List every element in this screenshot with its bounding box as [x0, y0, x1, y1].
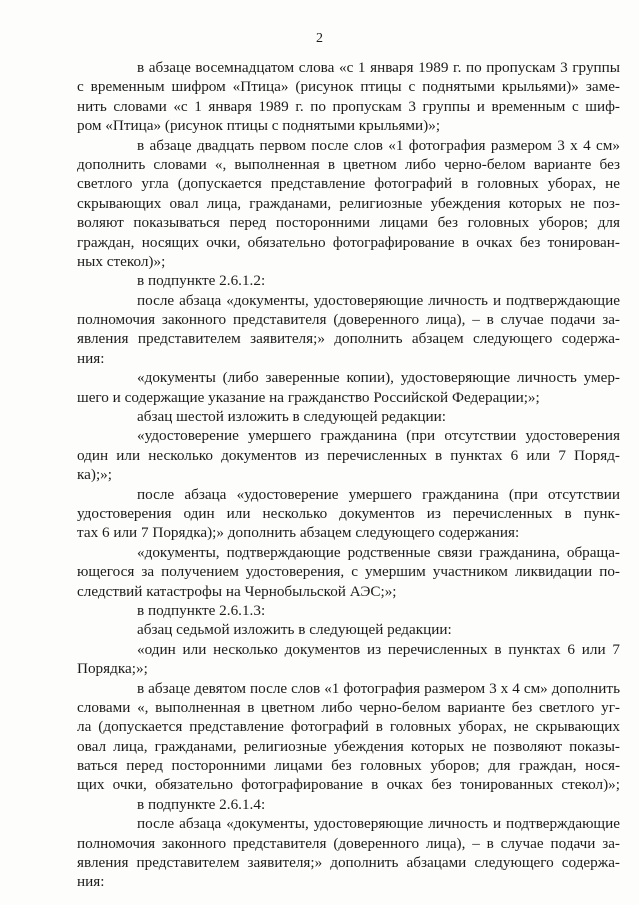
- text-line: после абзаца «удостоверение умершего гражданина (при отсутствии: [137, 485, 620, 503]
- text-line: словами «, выполненная в цветном либо черно-белом варианте без светлого уг-: [77, 698, 620, 716]
- text-line: скрывающих овал лица, гражданами, религиозные убеждения которых не поз-: [77, 194, 620, 212]
- text-line: полномочия законного представителя (доверенного лица), – в случае подачи за-: [77, 311, 620, 329]
- text-line: ваться перед посторонними лицами без головных уборов; для граждан, нося-: [77, 757, 620, 775]
- text-line: абзац шестой изложить в следующей редакции:: [137, 408, 446, 426]
- text-line: абзац седьмой изложить в следующей редакции:: [137, 621, 452, 639]
- text-line: ла (допускается представление фотографий в головных уборах, не скрывающих: [77, 718, 620, 736]
- text-line: овал лица, гражданами, религиозные убеждения которых не позволяют показы-: [77, 737, 620, 755]
- text-line: Порядка;»;: [77, 660, 148, 678]
- text-line: после абзаца «документы, удостоверяющие личность и подтверждающие: [137, 815, 620, 833]
- scan-artifact: [500, 820, 580, 828]
- text-line: в подпункте 2.6.1.2:: [137, 272, 266, 290]
- text-line: ющегося за получением удостоверения, с умершим участником ликвидации по-: [77, 563, 620, 581]
- document-body: [77, 58, 620, 892]
- text-line: после абзаца «документы, удостоверяющие личность и подтверждающие: [137, 291, 620, 309]
- text-line: «один или несколько документов из перечисленных в пунктах 6 или 7: [137, 640, 620, 658]
- text-line: шего и содержащие указание на гражданство Российской Федерации;»;: [77, 388, 540, 406]
- text-line: тах 6 или 7 Порядка);» дополнить абзацем следующего содержания:: [77, 524, 520, 542]
- text-line: один или несколько документов из перечисленных в пунктах 6 или 7 Поряд-: [77, 446, 620, 464]
- text-line: «документы, подтверждающие родственные связи гражданина, обраща-: [137, 543, 620, 561]
- text-line: нить словами «с 1 января 1989 г. по пропускам 3 группы и временным с шиф-: [77, 97, 620, 115]
- text-line: дополнить словами «, выполненная в цветном либо черно-белом варианте без: [77, 155, 620, 173]
- text-line: воляют показываться перед посторонними лицами без головных уборов; для: [77, 214, 620, 232]
- text-line: в абзаце восемнадцатом слова «с 1 января 1989 г. по пропускам 3 группы: [137, 59, 620, 76]
- text-line: ка);»;: [77, 466, 112, 484]
- text-line: в абзаце девятом после слов «1 фотография размером 3 х 4 см» дополнить: [137, 679, 620, 697]
- text-line: ния:: [77, 873, 105, 891]
- text-line: явления представителем заявителя;» дополнить абзацами следующего содержа-: [77, 854, 620, 872]
- text-line: щих очки, обязательно фотографирование в очках без тонированных стекол)»;: [77, 776, 620, 794]
- text-line: в подпункте 2.6.1.4:: [137, 795, 266, 813]
- text-line: ных стекол)»;: [77, 252, 166, 270]
- text-line: в абзаце двадцать первом после слов «1 фотография размером 3 х 4 см»: [137, 136, 620, 154]
- text-line: светлого угла (допускается представление фотографий в головных уборах, не: [77, 175, 620, 193]
- text-line: «удостоверение умершего гражданина (при отсутствии удостоверения: [137, 427, 620, 445]
- page-number: 2: [316, 31, 323, 46]
- text-line: с временным шифром «Птица» (рисунок птицы с поднятыми крыльями)» заме-: [77, 78, 620, 96]
- text-line: в подпункте 2.6.1.3:: [137, 601, 266, 619]
- text-line: ния:: [77, 349, 105, 367]
- text-line: ром «Птица» (рисунок птицы с поднятыми крыльями)»;: [77, 117, 441, 135]
- text-line: граждан, носящих очки, обязательно фотографирование в очках без тонирован-: [77, 233, 620, 251]
- text-line: удостоверения один или несколько документов из перечисленных в пунк-: [77, 504, 620, 522]
- text-line: следствий катастрофы на Чернобыльской АЭС;»;: [77, 582, 397, 600]
- text-line: явления представителем заявителя;» дополнить абзацем следующего содержа-: [77, 330, 620, 348]
- text-line: полномочия законного представителя (доверенного лица), – в случае подачи за-: [77, 834, 620, 852]
- text-line: «документы (либо заверенные копии), удостоверяющие личность умер-: [137, 369, 620, 387]
